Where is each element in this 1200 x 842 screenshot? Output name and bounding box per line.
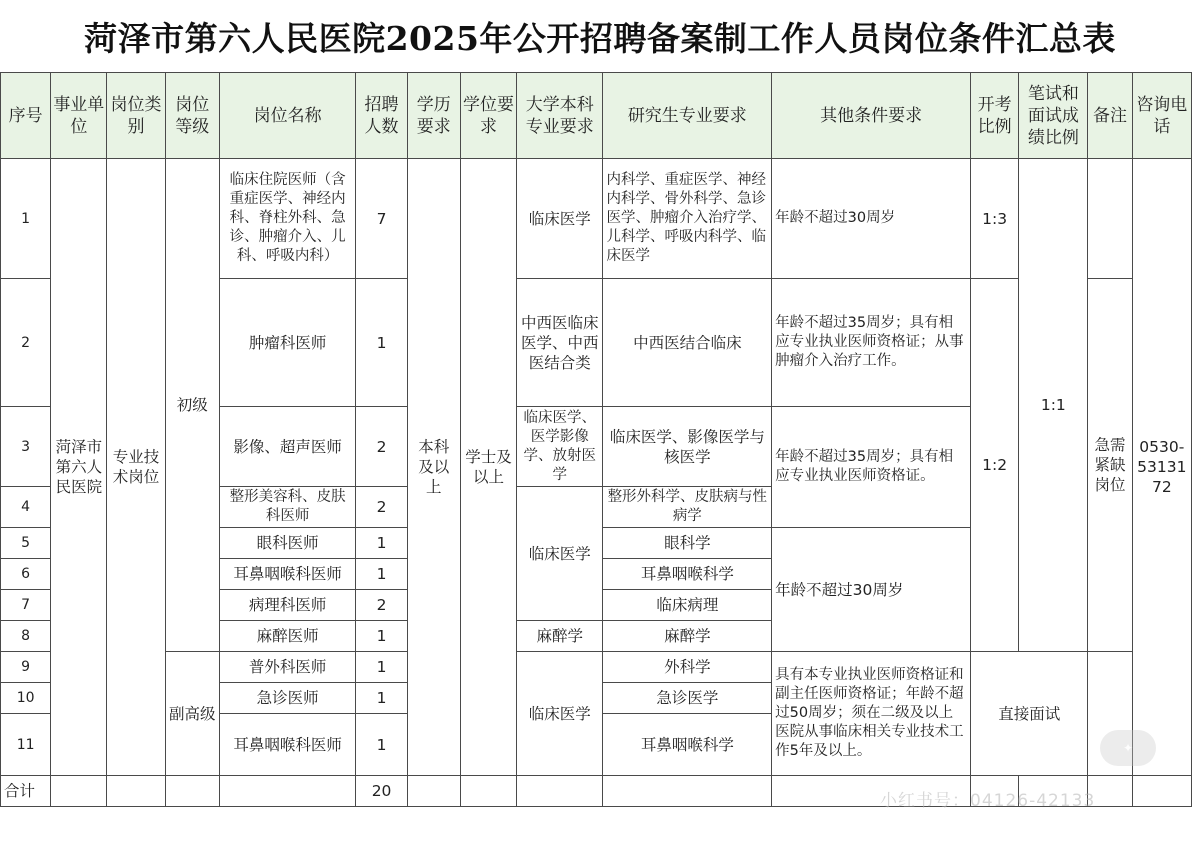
grad-cell: 整形外科学、皮肤病与性病学 xyxy=(603,487,772,528)
position-cell: 肿瘤科医师 xyxy=(219,279,356,407)
grad-cell: 临床病理 xyxy=(603,590,772,621)
grad-cell: 内科学、重症医学、神经内科学、骨外科学、急诊医学、肿瘤介入治疗学、儿科学、呼吸内科学、临床医学 xyxy=(603,159,772,279)
other-cell: 具有本专业执业医师资格证和副主任医师资格证；年龄不超过50周岁；须在二级及以上医院从事临床相关专业技术工作5年及以上。 xyxy=(772,652,971,776)
position-cell: 眼科医师 xyxy=(219,528,356,559)
header-category: 岗位类别 xyxy=(107,73,165,159)
degree-cell: 学士及以上 xyxy=(460,159,516,776)
watermark: 小红书号：04126-42133 xyxy=(880,791,1096,811)
count-cell: 1 xyxy=(356,559,407,590)
phone-cell: 0530-5313172 xyxy=(1132,159,1191,776)
row-seq: 10 xyxy=(1,683,51,714)
grad-cell: 耳鼻咽喉科学 xyxy=(603,559,772,590)
exam-ratio-cell: 1:2 xyxy=(971,279,1019,652)
grad-cell: 麻醉学 xyxy=(603,621,772,652)
count-cell: 2 xyxy=(356,487,407,528)
unit-cell: 菏泽市第六人民医院 xyxy=(51,159,107,776)
exam-ratio-cell: 1:3 xyxy=(971,159,1019,279)
header-phone: 咨询电话 xyxy=(1132,73,1191,159)
count-cell: 1 xyxy=(356,714,407,776)
other-cell: 年龄不超过30周岁 xyxy=(772,528,971,652)
count-cell: 1 xyxy=(356,683,407,714)
count-cell: 1 xyxy=(356,528,407,559)
header-row xyxy=(1,73,1192,159)
header-count: 招聘人数 xyxy=(356,73,407,159)
grad-cell: 外科学 xyxy=(603,652,772,683)
undergrad-cell: 临床医学 xyxy=(517,159,603,279)
header-note: 备注 xyxy=(1088,73,1132,159)
undergrad-cell: 临床医学 xyxy=(517,487,603,621)
position-cell: 耳鼻咽喉科医师 xyxy=(219,559,356,590)
position-cell: 麻醉医师 xyxy=(219,621,356,652)
header-exam-ratio: 开考比例 xyxy=(971,73,1019,159)
count-cell: 2 xyxy=(356,590,407,621)
table-row xyxy=(1,652,1192,683)
grad-cell: 临床医学、影像医学与核医学 xyxy=(603,407,772,487)
row-seq: 3 xyxy=(1,407,51,487)
header-position: 岗位名称 xyxy=(219,73,356,159)
grad-cell: 耳鼻咽喉科学 xyxy=(603,714,772,776)
page-title: 菏泽市第六人民医院2025年公开招聘备案制工作人员岗位条件汇总表 xyxy=(84,18,1116,58)
category-cell: 专业技术岗位 xyxy=(107,159,165,776)
position-cell: 临床住院医师（含重症医学、神经内科、脊柱外科、急诊、肿瘤介入、儿科、呼吸内科） xyxy=(219,159,356,279)
count-cell: 1 xyxy=(356,279,407,407)
undergrad-cell: 麻醉学 xyxy=(517,621,603,652)
direct-interview-cell: 直接面试 xyxy=(971,652,1088,776)
position-cell: 整形美容科、皮肤科医师 xyxy=(219,487,356,528)
undergrad-cell: 临床医学、医学影像学、放射医学 xyxy=(517,407,603,487)
level-junior-cell: 初级 xyxy=(165,159,219,652)
other-cell: 年龄不超过35周岁；具有相应专业执业医师资格证。 xyxy=(772,407,971,528)
row-seq: 4 xyxy=(1,487,51,528)
header-undergrad-major: 大学本科专业要求 xyxy=(517,73,603,159)
total-count: 20 xyxy=(356,776,407,807)
score-ratio-cell: 1:1 xyxy=(1019,159,1088,652)
other-cell: 年龄不超过30周岁 xyxy=(772,159,971,279)
count-cell: 7 xyxy=(356,159,407,279)
header-degree: 学位要求 xyxy=(460,73,516,159)
position-cell: 病理科医师 xyxy=(219,590,356,621)
row-seq: 5 xyxy=(1,528,51,559)
count-cell: 1 xyxy=(356,621,407,652)
count-cell: 1 xyxy=(356,652,407,683)
count-cell: 2 xyxy=(356,407,407,487)
row-seq: 1 xyxy=(1,159,51,279)
other-cell: 年龄不超过35周岁；具有相应专业执业医师资格证；从事肿瘤介入治疗工作。 xyxy=(772,279,971,407)
row-seq: 7 xyxy=(1,590,51,621)
position-cell: 普外科医师 xyxy=(219,652,356,683)
recruitment-table xyxy=(0,72,1192,807)
undergrad-cell: 临床医学 xyxy=(517,652,603,776)
header-level: 岗位等级 xyxy=(165,73,219,159)
position-cell: 耳鼻咽喉科医师 xyxy=(219,714,356,776)
grad-cell: 急诊医学 xyxy=(603,683,772,714)
header-score-ratio: 笔试和面试成绩比例 xyxy=(1019,73,1088,159)
header-grad-major: 研究生专业要求 xyxy=(603,73,772,159)
header-seq: 序号 xyxy=(1,73,51,159)
header-education: 学历要求 xyxy=(407,73,460,159)
table-row xyxy=(1,159,1192,279)
header-unit: 事业单位 xyxy=(51,73,107,159)
position-cell: 影像、超声医师 xyxy=(219,407,356,487)
grad-cell: 眼科学 xyxy=(603,528,772,559)
row-seq: 8 xyxy=(1,621,51,652)
grad-cell: 中西医结合临床 xyxy=(603,279,772,407)
note-cell-empty xyxy=(1088,159,1132,279)
position-cell: 急诊医师 xyxy=(219,683,356,714)
row-seq: 11 xyxy=(1,714,51,776)
education-cell: 本科及以上 xyxy=(407,159,460,776)
note-cell: 急需紧缺岗位 xyxy=(1088,279,1132,652)
header-other: 其他条件要求 xyxy=(772,73,971,159)
undergrad-cell: 中西医临床医学、中西医结合类 xyxy=(517,279,603,407)
level-senior-cell: 副高级 xyxy=(165,652,219,776)
total-label: 合计 xyxy=(1,776,51,807)
watermark-logo-icon: ✦ xyxy=(1100,730,1156,766)
row-seq: 2 xyxy=(1,279,51,407)
row-seq: 9 xyxy=(1,652,51,683)
row-seq: 6 xyxy=(1,559,51,590)
